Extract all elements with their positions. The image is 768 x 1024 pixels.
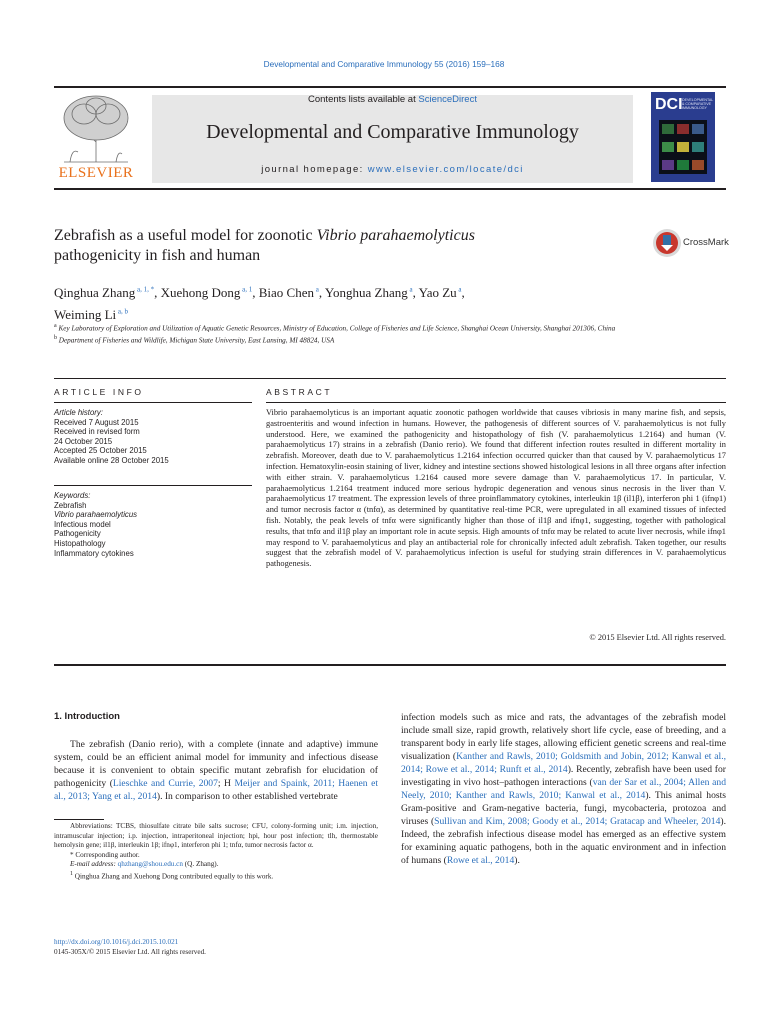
history-item: Available online 28 October 2015 — [54, 455, 169, 465]
history-item: Received 7 August 2015 — [54, 417, 139, 427]
contents-line — [152, 94, 633, 105]
keyword: Histopathology — [54, 538, 106, 548]
affiliation: $^a$ Key Laboratory of Exploration and Utilization of Aquatic Genetic Resources, Ministry of Education, College of Fisheries and Life Science, Shanghai Ocean University, Shanghai 201306, China — [54, 323, 616, 333]
title-part-1: Zebrafish as a useful model for zoonotic — [54, 227, 317, 244]
cover-abbrev: DCI — [655, 96, 683, 113]
citation-link[interactable]: Lieschke and Currie, 2007 — [112, 778, 218, 789]
intro-paragraph: The zebrafish (Danio rerio), with a complete (innate and adaptive) immune system, could be an efficient animal model for immunity and infectious disease because it is convenient to obtain specific mutant zebrafish for elucidation of pathogenicity (Lieschke and Currie, 2007; H Meijer and Spaink, 2011; Haenen et al., 2013; Yang et al., 2014). In comparison to other established vertebrate — [54, 739, 378, 802]
author[interactable]: Qinghua Zhang $^{a, 1, *}$, — [54, 285, 161, 301]
citation-link[interactable]: Rowe et al., 2014 — [446, 855, 515, 866]
author[interactable]: Xuehong Dong $^{a, 1}$, — [160, 285, 259, 301]
journal-name: Developmental and Comparative Immunology — [206, 121, 579, 143]
article-title — [54, 226, 634, 266]
footnotes — [54, 822, 378, 882]
front-matter-rule — [54, 664, 726, 666]
author[interactable]: Biao Chen $^a$, — [258, 285, 325, 301]
section-heading-introduction: 1. Introduction — [54, 711, 120, 722]
history-item: Received in revised form — [54, 427, 140, 437]
crossmark-badge[interactable] — [652, 228, 732, 260]
intro-paragraph: infection models such as mice and rats, the advantages of the zebrafish model include small size, rapid growth, relatively short life cycle, ease of breeding, and a transparent body in early life stages, allowing efficient genetic screens and real-time visualization (Kanther and Rawls, 2010; Goldsmith and Jobin, 2012; Kanwal et al., 2014; Rowe et al., 2014; Runft et al., 2014). Recently, zebrafish have been used for investigating in vivo host–pathogen interactions (van der Sar et al., 2004; Allen and Neely, 2010; Kanther and Rawls, 2010; Kanwal et al., 2014). This animal hosts Gram-positive and Gram-negative bacteria, fungi, mycobacteria, protozoa and viruses (Sullivan and Kim, 2008; Goody et al., 2014; Gratacap and Wheeler, 2014). Indeed, the zebrafish infectious disease model has emerged as an effective system for examining aquatic pathogens, both in the aquatic environment and in infection of humans (Rowe et al., 2014). — [401, 712, 726, 866]
cover-image — [659, 120, 707, 174]
history-item: 24 October 2015 — [54, 436, 113, 446]
history-label: Article history: — [54, 408, 103, 417]
title-part-2: pathogenicity in fish and human — [54, 247, 261, 264]
email-footnote: E-mail address: qhzhang@shou.edu.cn (Q. Zhang). — [70, 860, 219, 869]
citation-link[interactable]: Kanther and Rawls, 2010; Goldsmith and Jobin, 2012; Kanwal et al., 2014; Rowe et al., 2014; Runft et al., 2014 — [401, 751, 726, 775]
header-bottom-rule — [54, 188, 726, 190]
running-head[interactable]: Developmental and Comparative Immunology 55 (2016) 159–168 — [263, 59, 505, 69]
publisher-wordmark: ELSEVIER — [58, 165, 134, 181]
keyword: Pathogenicity — [54, 529, 101, 539]
corresponding-footnote: * Corresponding author. — [70, 850, 140, 859]
affiliation: $^b$ Department of Fisheries and Wildlife, Michigan State University, East Lansing, MI 48824, USA — [54, 334, 335, 345]
keyword: Vibrio parahaemolyticus — [54, 510, 138, 520]
keyword: Infectious model — [54, 519, 111, 529]
abstract-rule — [266, 402, 726, 403]
article-info-label: ARTICLE INFO — [54, 387, 144, 397]
crossmark-icon — [652, 228, 682, 258]
doi-block — [54, 937, 378, 957]
abbreviations-footnote: Abbreviations: TCBS, thiosulfate citrate bile salts sucrose; CFU, colony-forming unit; i.m. injection, intramuscular injection; i.p. injection, intraperitoneal injection; hpi, hour post infection; tlh, thermostable hemolysin gene; il1β, interleukin 1β; ifnφ1, interferon phi 1; tnfα, tumor necrosis factor α. — [54, 822, 378, 850]
journal-homepage — [152, 164, 633, 175]
citation-link[interactable]: Sullivan and Kim, 2008; Goody et al., 2014; Gratacap and Wheeler, 2014 — [434, 816, 721, 827]
affiliations — [54, 322, 734, 346]
article-history — [54, 408, 254, 466]
keyword: Inflammatory cytokines — [54, 548, 134, 558]
sciencedirect-link[interactable]: ScienceDirect — [418, 94, 477, 105]
footnote-rule — [54, 819, 104, 820]
homepage-link[interactable]: www.elsevier.com/locate/dci — [367, 164, 524, 175]
abstract-text: Vibrio parahaemolyticus is an important aquatic zoonotic pathogen worldwide that causes vibriosis in many marine fish, and sepsis, gastroenteritis and wound infection in humans. However, the pathogenesis of different sources of V. parahaemolyticus is not fully understood. Here, we examined the pathogenicity and histopathology of fish (V. parahaemolyticus 1.2164) and human (V. parahaemolyticus 17) strains in a zebrafish (Danio rerio). We found that different infection routes resulted in different mortality in zebrafish. Moreover, death due to V. parahaemolyticus 1.2164 infection occurred quicker than that caused by V. parahaemolyticus 17 infection. Hematoxylin-eosin staining of liver, kidney and intestine sections showed histological lesions in all three organs after infection with either strain. V. parahaemolyticus 1.2164 caused more severe damage than V. parahaemolyticus 17. In particular, V. parahaemolyticus 1.2164 treatment induced more serious hydropic degeneration and venous sinus necrosis in the liver than V. parahaemolyticus 17 treatment. The expression levels of three proinflammatory cytokines, interleukin 1β (il1β), interferon phi 1 (ifnφ1) and tumor necrosis factor α (tnfα), as determined by quantitative real-time PCR, were upregulated in all examined tissues of infected fish. Notably, the peak levels of tnfα were significantly higher than those of il1β and ifnφ1, suggesting, together with pathological results, that tnfα and il1β play an important role in acute sepsis. High amounts of tnfα may be related to acute liver necrosis, while ifnφ1 may respond to V. parahaemolyticus and play an antibacterial role for chronically infected adult zebrafish. Taken together, our results suggest that the zebrafish model of V. parahaemolyticus infection is useful for studying strain differences in V. parahaemolyticus pathogenesis. — [266, 408, 726, 569]
header-top-rule — [54, 86, 726, 88]
citation-link[interactable]: van der Sar et al., 2004; Allen and Neely, 2010; Kanther and Rawls, 2010; Kanwal et al., 2014 — [401, 777, 726, 801]
homepage-label: journal homepage: — [261, 164, 368, 175]
title-italic: Vibrio parahaemolyticus — [316, 227, 475, 244]
author[interactable]: Yonghua Zhang $^a$, — [324, 285, 419, 301]
issn-line: 0145-305X/© 2015 Elsevier Ltd. All rights reserved. — [54, 948, 206, 956]
doi-link[interactable]: http://dx.doi.org/10.1016/j.dci.2015.10.021 — [54, 938, 179, 946]
history-item: Accepted 25 October 2015 — [54, 446, 147, 456]
keyword: Zebrafish — [54, 500, 87, 510]
keywords — [54, 491, 254, 558]
body-column-left — [54, 738, 378, 803]
citation-link[interactable]: Meijer and Spaink, 2011; Haenen et al., 2013; Yang et al., 2014 — [54, 778, 378, 802]
journal-cover-thumbnail[interactable] — [651, 92, 715, 182]
article-info-divider — [54, 485, 252, 486]
article-info-rule — [54, 402, 252, 403]
contents-prefix: Contents lists available at — [308, 94, 419, 105]
crossmark-label: CrossMark — [683, 237, 729, 248]
section-rule — [54, 378, 726, 379]
equal-contribution-footnote: $^1$ Qinghua Zhang and Xuehong Dong contributed equally to this work. — [70, 870, 274, 881]
abstract-copyright: © 2015 Elsevier Ltd. All rights reserved. — [589, 633, 726, 642]
author-list — [54, 281, 654, 324]
author[interactable]: Weiming Li $^{a, b}$ — [54, 306, 128, 322]
abstract-label: ABSTRACT — [266, 387, 333, 397]
body-column-right — [401, 711, 726, 867]
email-link[interactable]: qhzhang@shou.edu.cn — [117, 860, 183, 869]
keywords-label: Keywords: — [54, 491, 91, 500]
cover-text: DEVELOPMENTAL & COMPARATIVE IMMUNOLOGY — [682, 98, 714, 110]
author[interactable]: Yao Zu $^a$, — [418, 285, 465, 301]
